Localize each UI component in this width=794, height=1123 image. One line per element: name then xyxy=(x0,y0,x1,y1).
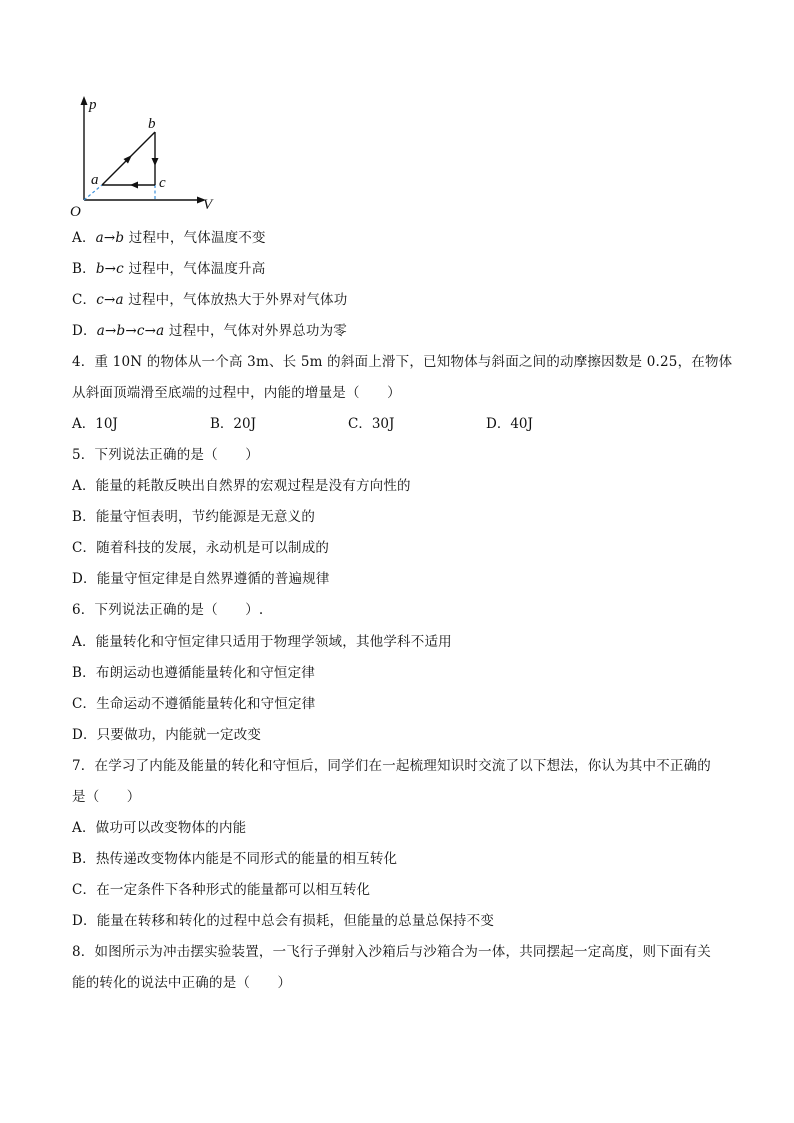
q3-option-b: B．b→c 过程中，气体温度升高 xyxy=(72,261,266,277)
q6-option-a: A．能量转化和守恒定律只适用于物理学领域，其他学科不适用 xyxy=(72,634,452,650)
label-p: p xyxy=(89,97,97,113)
q6-option-d: D．只要做功，内能就一定改变 xyxy=(72,727,262,743)
arrow-c-a-icon xyxy=(130,182,138,189)
q4-options xyxy=(72,414,712,434)
q7-option-b: B．热传递改变物体内能是不同形式的能量的相互转化 xyxy=(72,851,398,867)
q5-option-c: C．随着科技的发展，永动机是可以制成的 xyxy=(72,540,330,556)
q8-stem-line1: 8．如图所示为冲击摆实验装置，一飞行子弹射入沙箱后与沙箱合为一体，共同摆起一定高度，则下面有关 xyxy=(72,944,711,960)
q4-option-d: D．40J xyxy=(486,416,533,432)
q3-option-a: A．a→b 过程中，气体温度不变 xyxy=(72,230,266,246)
q3-option-c: C．c→a 过程中，气体放热大于外界对气体功 xyxy=(72,292,348,308)
arrow-b-c-icon xyxy=(152,158,159,166)
p-axis-arrow-icon xyxy=(81,96,88,105)
label-v: V xyxy=(203,197,213,213)
q4-stem-line1: 4．重 10N 的物体从一个高 3m、长 5m 的斜面上滑下，已知物体与斜面之间的动摩擦因数是 0.25，在物体 xyxy=(72,354,733,370)
label-o: O xyxy=(70,204,81,220)
q8-stem-line2: 能的转化的说法中正确的是（ ） xyxy=(72,975,292,991)
q5-option-b: B．能量守恒表明，节约能源是无意义的 xyxy=(72,509,316,525)
q5-stem: 5．下列说法正确的是（ ） xyxy=(72,447,259,463)
q7-stem-line1: 7．在学习了内能及能量的转化和守恒后，同学们在一起梳理知识时交流了以下想法，你认为其中不正确的 xyxy=(72,758,711,774)
q5-option-d: D．能量守恒定律是自然界遵循的普遍规律 xyxy=(72,571,330,587)
q4-option-c: C．30J xyxy=(348,416,395,432)
q7-stem-line2: 是（ ） xyxy=(72,789,141,805)
q7-option-d: D．能量在转移和转化的过程中总会有损耗，但能量的总量总保持不变 xyxy=(72,913,495,929)
q7-option-a: A．做功可以改变物体的内能 xyxy=(72,820,247,836)
q6-option-b: B．布朗运动也遵循能量转化和守恒定律 xyxy=(72,665,316,681)
label-b: b xyxy=(148,116,156,132)
q4-stem-line2: 从斜面顶端滑至底端的过程中，内能的增量是（ ） xyxy=(72,385,401,401)
label-a: a xyxy=(91,172,99,188)
q6-stem: 6．下列说法正确的是（ ）. xyxy=(72,602,264,618)
q3-option-d: D．a→b→c→a 过程中，气体对外界总功为零 xyxy=(72,323,347,339)
q6-option-c: C．生命运动不遵循能量转化和守恒定律 xyxy=(72,696,316,712)
label-c: c xyxy=(159,175,166,191)
q5-option-a: A．能量的耗散反映出自然界的宏观过程是没有方向性的 xyxy=(72,478,411,494)
q4-option-b: B．20J xyxy=(210,416,257,432)
q4-option-a: A．10J xyxy=(72,416,118,432)
q7-option-c: C．在一定条件下各种形式的能量都可以相互转化 xyxy=(72,882,371,898)
pv-diagram xyxy=(60,90,230,220)
